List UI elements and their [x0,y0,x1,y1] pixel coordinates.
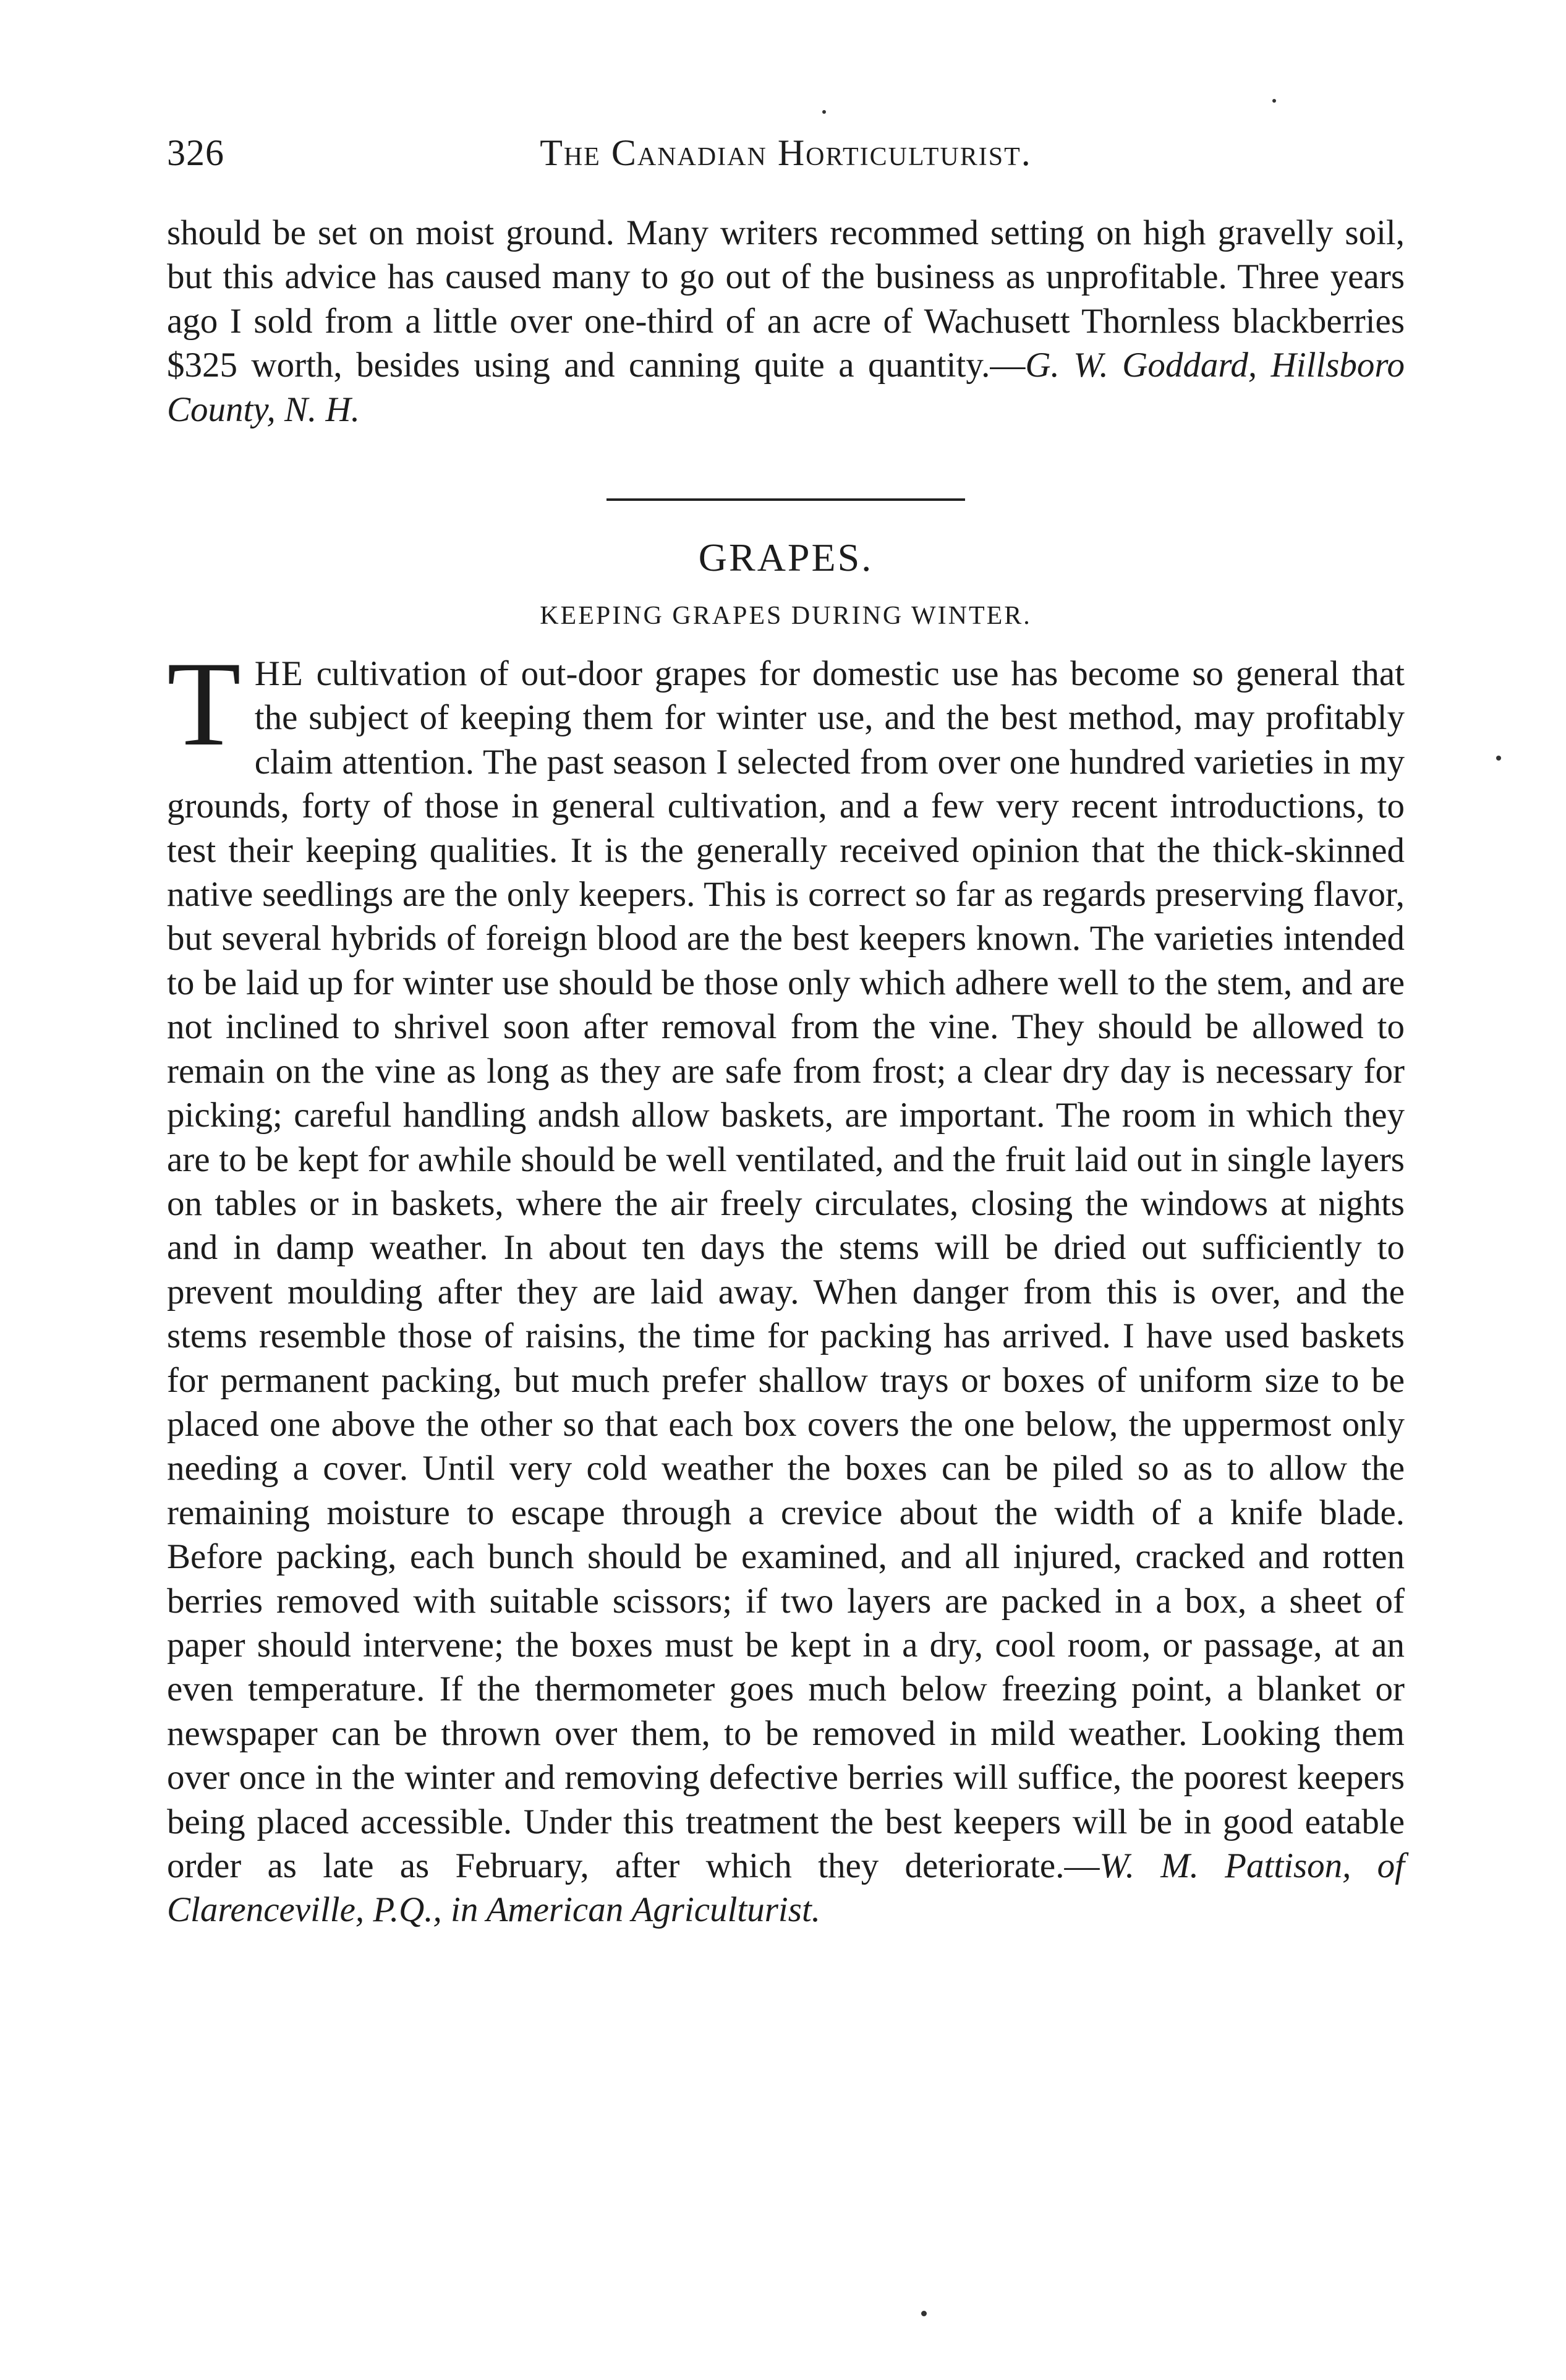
drop-cap: T [167,637,241,772]
continued-article-text: should be set on moist ground. Many writers recommed setting on high gravelly soil, but this advice has caused many to go out of the business as unprofitable. Three years ago I sold from a little over one-third of an acre of Wachusett Thornless blackberries $325 worth, besides using and canning quite a quantity.— [167,213,1405,385]
first-word-rest: HE [254,654,304,694]
signature-text: G. W. Goddard, Hillsboro County, N. H. [167,346,1405,429]
print-speck [1496,756,1501,761]
book-page [167,127,1405,1932]
grapes-article-paragraph [167,637,1405,1932]
section-title: GRAPES. [698,535,874,580]
grapes-article-text: cultivation of out-door grapes for domestic use has become so general that the subject of keeping them for winter use, and the best method, may profitably claim attention. The past season I selected from over one hundred varieties in my grounds, forty of those in general cultivation, and a few very recent introductions, to test their keeping qualities. It is the generally received opinion that the thick-skinned native seedlings are the only keepers. This is correct so far as regards preserving flavor, but several hybrids of foreign blood are the best keepers known. The varieties intended to be laid up for winter use should be those only which adhere well to the stem, and are not inclined to shrivel soon after removal from the vine. They should be allowed to remain on the vine as long as they are safe from frost; a clear dry day is necessary for picking; careful handling andsh allow baskets, are important. The room in which they are to be kept for awhile should be well ventilated, and the fruit laid out in single layers on tables or in baskets, where the air freely circulates, closing the windows at nights and in damp weather. In about ten days the stems will be dried out sufficiently to prevent moulding after they are laid away. When danger from this is over, and the stems resemble those of raisins, the time for packing has arrived. I have used baskets for permanent packing, but much prefer shallow trays or boxes of uniform size to be placed one above the other so that each box covers the one below, the uppermost only needing a cover. Until very cold weather the boxes can be piled so as to allow the remaining moisture to escape through a crevice about the width of a knife blade. Before packing, each bunch should be examined, and all injured, cracked and rotten berries removed with suitable scissors; if two layers are packed in a box, a sheet of paper should intervene; the boxes must be kept in a dry, cool room, or passage, at an even temperature. If the thermometer goes much below freezing point, a blanket or newspaper can be thrown over them, to be removed in mild weather. Looking them over once in the winter and removing defective berries will suffice, the poorest keepers being placed accessible. Under this treatment the best keepers will be in good eatable order as late as February, after which they deteriorate.— [167,654,1405,1885]
continued-article-paragraph [167,211,1405,432]
section-subtitle: KEEPING GRAPES DURING WINTER. [540,602,1032,631]
journal-title: The Canadian Horticulturist. [540,132,1032,173]
citation-text: W. M. Pattison, of Clarenceville, P.Q., in American Agriculturist. [167,1846,1405,1930]
print-speck [1272,99,1276,103]
print-speck [921,2311,927,2316]
page-number: 326 [167,132,224,173]
print-speck [822,110,826,114]
running-head [167,127,1405,179]
section-divider [606,498,965,501]
